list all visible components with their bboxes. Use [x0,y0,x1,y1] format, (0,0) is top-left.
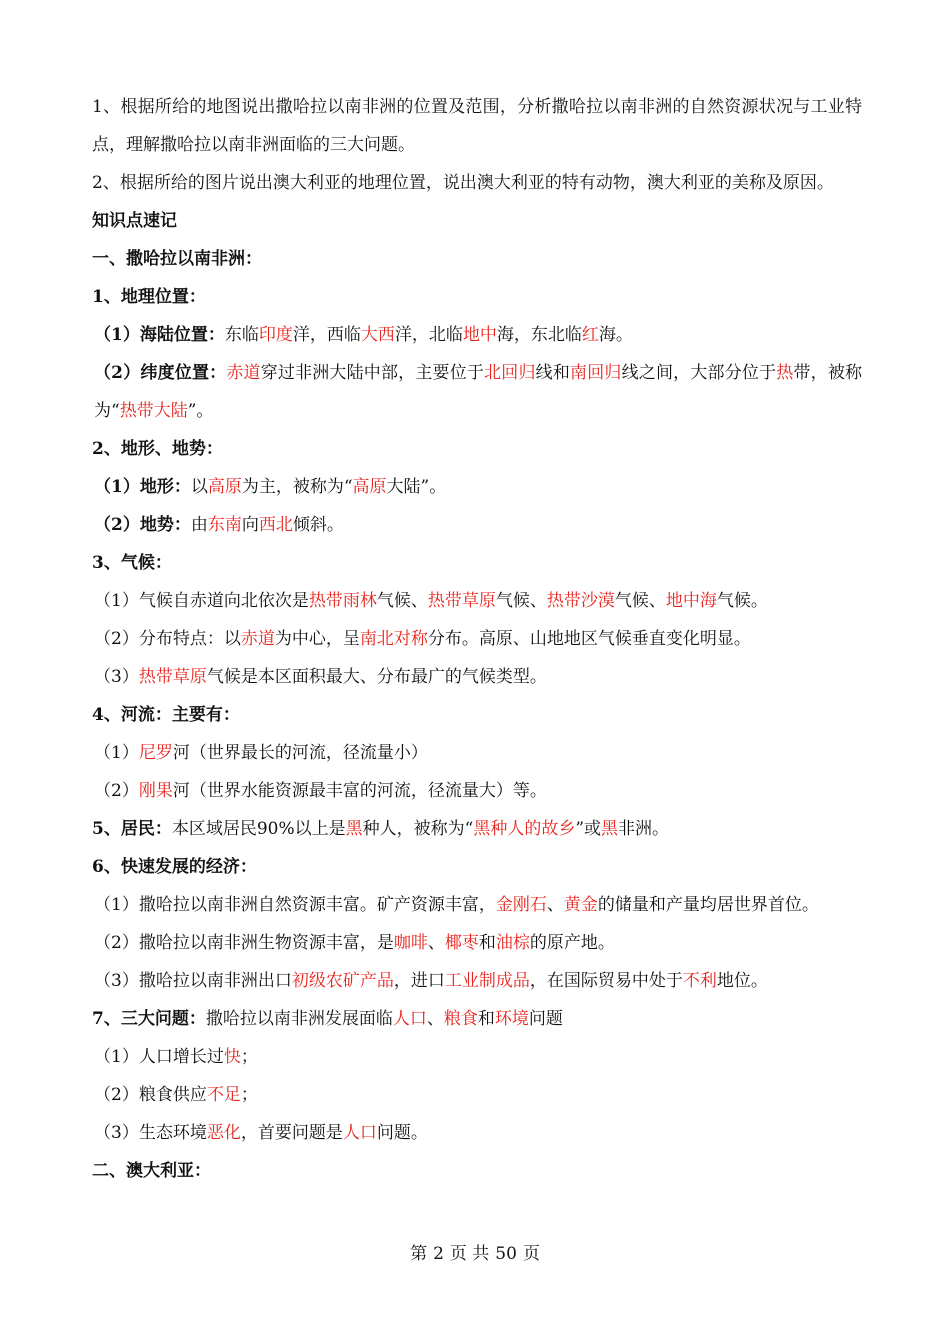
highlight: 不利 [682,971,717,991]
text: 和 [477,1009,495,1029]
highlight: 初级农矿产品 [291,971,394,991]
text: 的储量和产量均居世界首位。 [597,895,819,915]
objective-2: 2、根据所给的图片说出澳大利亚的地理位置，说出澳大利亚的特有动物，澳大利亚的美称及原因。 [92,173,834,193]
text: 种人，被称为“ [362,819,474,839]
text: 向 [241,515,259,535]
label: 5、居民： [92,819,172,839]
text: （2） [94,781,139,801]
highlight: 热带雨林 [308,591,377,611]
highlight: 工业制成品 [444,971,530,991]
heading-australia: 二、澳大利亚： [92,1161,211,1181]
text: 海。 [598,325,633,345]
highlight: 人口 [342,1123,377,1143]
text: 大陆”。 [386,477,447,497]
label: 7、三大问题： [92,1009,206,1029]
text: 海，东北临 [496,325,582,345]
text: 撒哈拉以南非洲发展面临 [205,1009,393,1029]
text: （1）撒哈拉以南非洲自然资源丰富。矿产资源丰富， [94,895,496,915]
text: （3） [94,667,139,687]
text: ，首要问题是 [240,1123,343,1143]
residents-line [92,810,862,848]
climate-line-2 [92,620,862,658]
text: 的原产地。 [529,933,615,953]
text: 、 [546,895,564,915]
terrain-line [92,468,862,506]
text: 气候是本区面积最大、分布最广的气候类型。 [206,667,547,687]
highlight: 黑 [601,819,619,839]
highlight: 地中海 [665,591,717,611]
objective-1: 1、根据所给的地图说出撒哈拉以南非洲的位置及范围，分析撒哈拉以南非洲的自然资源状况与工业特点，理解撒哈拉以南非洲面临的三大问题。 [92,97,862,155]
heading-knowledge: 知识点速记 [92,211,177,231]
text: 河（世界最长的河流，径流量小） [172,743,428,763]
highlight: 热带草原 [138,667,207,687]
highlight: 大西 [360,325,395,345]
highlight: 黑种人的故乡 [473,819,576,839]
highlight: 红 [581,325,599,345]
label: （2）纬度位置： [94,363,227,383]
section-6-title: 6、快速发展的经济： [92,857,257,877]
highlight: 热 [776,363,794,383]
text: ，在国际贸易中处于 [529,971,683,991]
text: 洋，北临 [394,325,463,345]
text: （2）分布特点：以 [94,629,241,649]
text: ； [240,1047,258,1067]
text: 线和 [535,363,571,383]
economy-line-2 [92,924,862,962]
highlight: 油棕 [495,933,530,953]
river-line-2 [92,772,862,810]
text: 气候、 [614,591,666,611]
climate-line-3 [92,658,862,696]
highlight: 热带草原 [427,591,496,611]
section-4-title: 4、河流：主要有： [92,705,240,725]
text: 由 [190,515,208,535]
section-3-title: 3、气候： [92,553,172,573]
text: 洋，西临 [292,325,361,345]
highlight: 地中 [462,325,497,345]
text: 本区域居民90%以上是 [171,819,346,839]
highlight: 不足 [206,1085,241,1105]
highlight: 东南 [207,515,242,535]
text: 气候、 [376,591,428,611]
text: 以 [190,477,208,497]
section-7-title [92,1000,862,1038]
highlight: 黑 [345,819,363,839]
text: 、 [426,1009,444,1029]
text: 问题 [528,1009,563,1029]
highlight: 恶化 [206,1123,241,1143]
footer-prefix: 第 [410,1244,428,1264]
highlight: 金刚石 [495,895,547,915]
document-body [92,88,862,1190]
highlight: 印度 [258,325,293,345]
climate-line-1 [92,582,862,620]
text: 问题。 [376,1123,428,1143]
highlight: 热带沙漠 [546,591,615,611]
highlight: 赤道 [240,629,275,649]
page-footer [0,1240,950,1268]
highlight: 环境 [494,1009,529,1029]
page-total: 50 [495,1244,517,1264]
problem-line-2 [92,1076,862,1114]
footer-suffix: 页 [522,1244,540,1264]
section-2-title: 2、地形、地势： [92,439,223,459]
highlight: 快 [223,1047,241,1067]
page-number: 2 [433,1244,444,1264]
text: 东临 [224,325,259,345]
text: 倾斜。 [292,515,344,535]
slope-line [92,506,862,544]
text: （1） [94,743,139,763]
economy-line-3 [92,962,862,1000]
text: 河（世界水能资源最丰富的河流，径流量大）等。 [172,781,547,801]
highlight: 西北 [258,515,293,535]
footer-mid: 页 共 [449,1244,490,1264]
highlight: 南北对称 [359,629,428,649]
text: ”或 [575,819,602,839]
text: （2）撒哈拉以南非洲生物资源丰富，是 [94,933,394,953]
highlight: 咖啡 [393,933,428,953]
label: （1）地形： [94,477,191,497]
highlight: 尼罗 [138,743,173,763]
highlight: 高原 [207,477,242,497]
highlight: 高原 [352,477,387,497]
text: 穿过非洲大陆中部，主要位于 [260,363,485,383]
text: 地位。 [716,971,768,991]
text: ； [240,1085,258,1105]
highlight: 北回归 [484,363,536,383]
text: 和 [478,933,496,953]
section-1-title: 1、地理位置： [92,287,206,307]
text: 为中心，呈 [274,629,360,649]
text: 分布。高原、山地地区气候垂直变化明显。 [427,629,751,649]
text: 为主，被称为“ [241,477,353,497]
text: 气候。 [716,591,768,611]
text: 带，被称为“ [94,363,863,421]
river-line-1 [92,734,862,772]
location-sea-land [92,316,862,354]
economy-line-1 [92,886,862,924]
text: （1）气候自赤道向北依次是 [94,591,309,611]
highlight: 人口 [392,1009,427,1029]
label: （2）地势： [94,515,191,535]
text: ”。 [187,401,214,421]
text: （2）粮食供应 [94,1085,207,1105]
location-latitude [92,354,862,430]
highlight: 椰枣 [444,933,479,953]
text: 、 [427,933,445,953]
text: （3）撒哈拉以南非洲出口 [94,971,292,991]
text: 非洲。 [618,819,670,839]
highlight: 南回归 [570,363,622,383]
text: 线之间，大部分位于 [621,363,777,383]
heading-africa: 一、撒哈拉以南非洲： [92,249,262,269]
highlight: 粮食 [443,1009,478,1029]
highlight: 赤道 [226,363,261,383]
problem-line-3 [92,1114,862,1152]
label: （1）海陆位置： [94,325,225,345]
text: （1）人口增长过 [94,1047,224,1067]
text: （3）生态环境 [94,1123,207,1143]
text: ，进口 [393,971,445,991]
problem-line-1 [92,1038,862,1076]
highlight: 黄金 [563,895,598,915]
highlight: 刚果 [138,781,173,801]
highlight: 热带大陆 [119,401,188,421]
text: 气候、 [495,591,547,611]
